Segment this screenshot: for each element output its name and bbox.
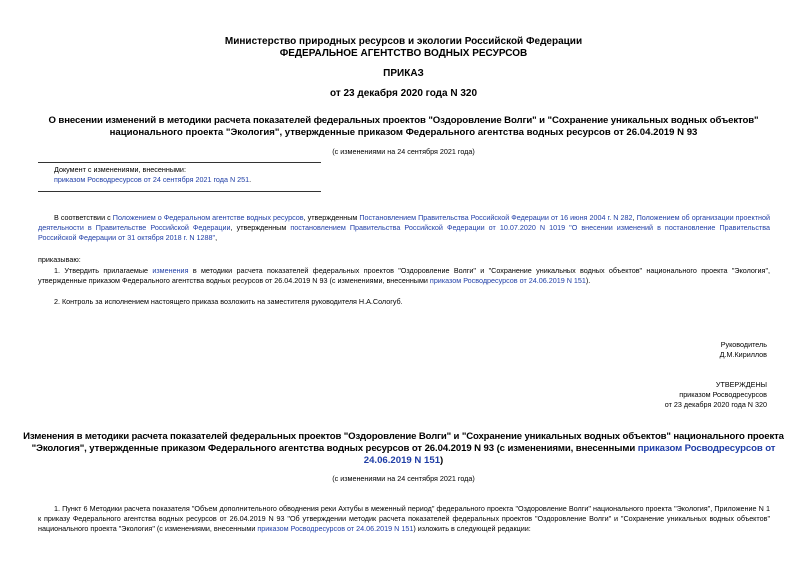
amendment-entry (54, 175, 324, 185)
document-date-number: от 23 декабря 2020 года N 320 (329, 88, 478, 99)
order-item-1 (38, 266, 770, 286)
link-government-decree-282[interactable]: Постановлением Правительства Российской Федерации от 16 июня 2004 г. N 282 (359, 213, 633, 222)
preamble-paragraph (38, 213, 770, 243)
changes-p1-text-1: 1. Пункт 6 Методики расчета показателя "Объем дополнительного обводнения реки Ахтубы в меженный период" федерального проекта "Оздоровление Волги" национального проекта "Экология", Приложение N 1 к приказу Федерального агентства водных ресурсов от 26.04.2019 N 93 "Об утверждении методик расчета показателей федеральных проектов "Оздоровление Волги" и "Сохранение уникальных водных объектов" национального проекта "Экология" (с изменениями, внесенными (38, 504, 770, 533)
signature-block (720, 340, 767, 360)
approval-block (665, 380, 767, 410)
changes-title-text-end: ) (440, 455, 444, 466)
preamble-text-1: В соответствии с (54, 213, 113, 222)
preamble-text-4: , утвержденным (230, 223, 291, 232)
item1-text-1: 1. Утвердить прилагаемые (54, 266, 153, 275)
amendment-link[interactable]: приказом Росводресурсов от 24 сентября 2021 года N 251 (54, 175, 250, 184)
order-item-2: 2. Контроль за исполнением настоящего приказа возложить на заместителя руководителя Н.А.Сологуб. (54, 297, 403, 306)
changes-title-text: "Экология", утвержденные приказом Федерального агентства водных ресурсов от 26.04.2019 N 93 (с изменениями, внесенными (31, 443, 638, 454)
changes-p1-text-2: ) изложить в следующей редакции: (413, 524, 531, 533)
changes-title-line2 (0, 443, 807, 455)
amendment-suffix: . (249, 175, 252, 184)
approval-line3: от 23 декабря 2020 года N 320 (664, 400, 767, 409)
approval-line1: УТВЕРЖДЕНЫ (715, 380, 767, 389)
signature-position: Руководитель (720, 340, 767, 349)
signature-name: Д.М.Кириллов (719, 350, 767, 359)
amendment-top-rule (38, 162, 321, 163)
link-order-151[interactable]: приказом Росводресурсов от 24.06.2019 N 151 (429, 276, 586, 285)
changes-title-link-1[interactable]: приказом Росводресурсов от (637, 443, 776, 454)
link-government-decree-1019[interactable]: постановлением Правительства Российской Федерации от 10.07.2020 N 1019 "О внесении изменений в постановление Правительства Российской Федерации от 31 октября 2018 г. N 1288" (38, 223, 770, 242)
agency-name: ФЕДЕРАЛЬНОЕ АГЕНТСТВО ВОДНЫХ РЕСУРСОВ (279, 48, 528, 59)
order-word: приказываю: (38, 255, 81, 264)
document-title-line2: национального проекта "Экология", утвержденные приказом Федерального агентства водных ресурсов от 26.04.2019 N 93 (109, 127, 698, 138)
changes-title-line3 (0, 455, 807, 467)
preamble-text-2: , утвержденным (303, 213, 360, 222)
changes-paragraph-1 (38, 504, 770, 534)
revision-note: (с изменениями на 24 сентября 2021 года) (332, 147, 475, 156)
link-agency-regulation[interactable]: Положением о Федеральном агентстве водных ресурсов (112, 213, 304, 222)
amendment-label: Документ с изменениями, внесенными: (54, 165, 186, 174)
changes-title-link-2[interactable]: 24.06.2019 N 151 (363, 455, 441, 466)
link-project-activity-regulation[interactable]: Положением об организации проектной деятельности в Правительстве Российской Федерации (38, 213, 771, 232)
preamble-text-5: , (215, 233, 218, 242)
changes-p1-link[interactable]: приказом Росводресурсов от 24.06.2019 N 151 (257, 524, 414, 533)
amendment-bottom-rule (38, 191, 321, 192)
changes-title-line1: Изменения в методики расчета показателей федеральных проектов "Оздоровление Волги" и "Сохранение уникальных водных объектов" национального проекта (23, 431, 784, 442)
document-title-line1: О внесении изменений в методики расчета показателей федеральных проектов "Оздоровление Волги" и "Сохранение уникальных водных объектов" (48, 115, 759, 126)
approval-line2: приказом Росводресурсов (679, 390, 767, 399)
item1-text-3: ). (585, 276, 591, 285)
preamble-text-3: , (632, 213, 637, 222)
item1-text-2: в методики расчета показателей федеральных проектов "Оздоровление Волги" и "Сохранение уникальных водных объектов" национального проекта "Экология", утвержденные приказом Федерального агентства водных ресурсов от 26.04.2019 N 93 (с изменениями, внесенными (38, 266, 770, 285)
document-type: ПРИКАЗ (383, 68, 424, 79)
amendment-box (54, 165, 324, 185)
link-changes[interactable]: изменения (152, 266, 189, 275)
changes-revision-note: (с изменениями на 24 сентября 2021 года) (332, 474, 475, 483)
ministry-name: Министерство природных ресурсов и экологии Российской Федерации (224, 36, 583, 47)
